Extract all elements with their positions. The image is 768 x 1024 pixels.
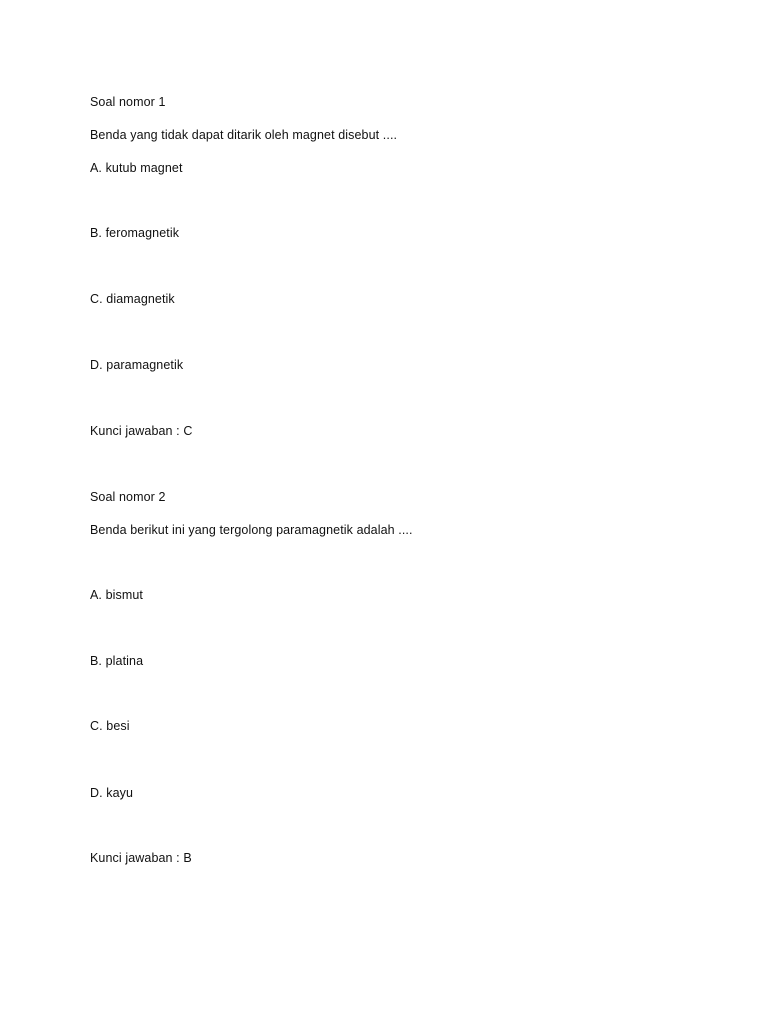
question-title: Soal nomor 1 [90,95,166,109]
answer-option: B. platina [90,654,144,668]
question-text: Benda yang tidak dapat ditarik oleh magnet disebut .... [90,128,398,142]
answer-option: B. feromagnetik [90,226,180,240]
answer-key: Kunci jawaban : B [90,851,192,865]
answer-option: A. kutub magnet [90,161,183,175]
answer-option: D. kayu [90,786,134,800]
answer-key: Kunci jawaban : C [90,424,193,438]
question-text: Benda berikut ini yang tergolong paramagnetik adalah .... [90,523,413,537]
answer-option: D. paramagnetik [90,358,184,372]
answer-option: C. besi [90,719,130,733]
answer-option: C. diamagnetik [90,292,175,306]
question-title: Soal nomor 2 [90,490,166,504]
answer-option: A. bismut [90,588,143,602]
